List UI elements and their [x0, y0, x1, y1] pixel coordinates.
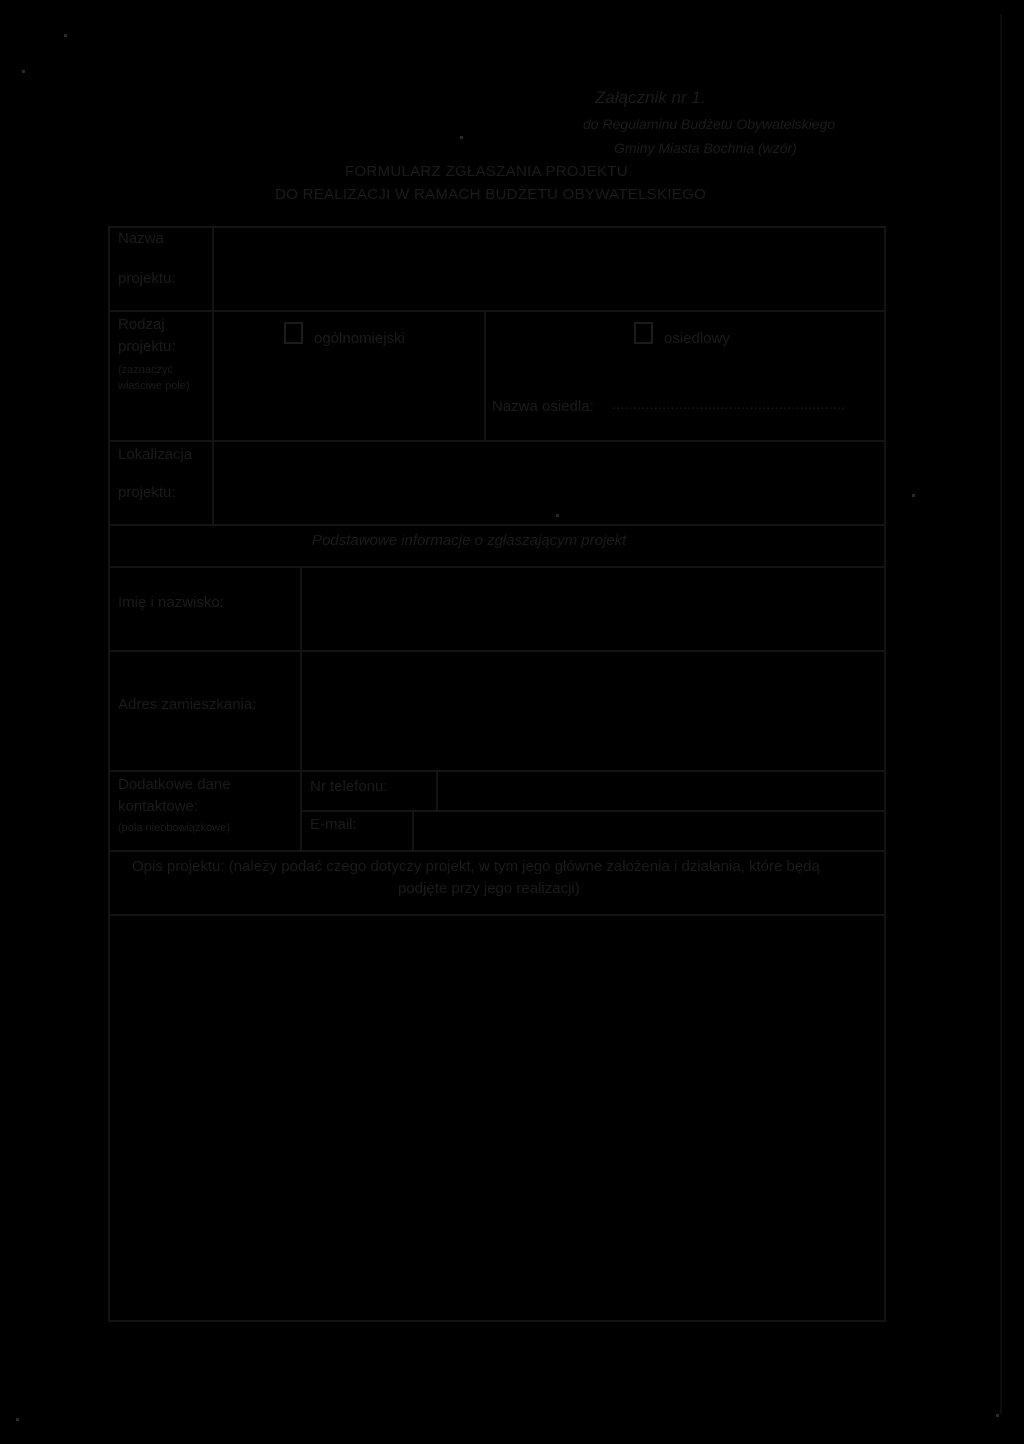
project-type-label-line2: projektu: — [118, 338, 176, 355]
email-field[interactable] — [416, 814, 880, 846]
checkbox-city-wide[interactable] — [284, 322, 303, 344]
project-location-label-line2: projektu: — [118, 484, 176, 501]
scan-speck — [64, 34, 67, 37]
row-divider-full-name — [108, 650, 886, 652]
col-divider-type-options — [484, 310, 486, 440]
row-divider-description — [108, 914, 886, 916]
description-label-line1: Opis projektu: (należy podać czego dotyczy projekt, w tym jego główne założenia i działania, które będą — [132, 858, 820, 875]
col-divider-phone — [436, 770, 438, 810]
scan-speck — [16, 1418, 19, 1421]
col-divider-applicant-labels — [300, 566, 302, 850]
description-label-line2: podjęte przy jego realizacji) — [398, 880, 580, 897]
project-type-label-line1: Rodzaj — [118, 316, 165, 333]
district-name-field[interactable]: ........................................................ — [612, 396, 846, 413]
district-name-label: Nazwa osiedla: — [492, 398, 594, 415]
table-right-border — [884, 226, 886, 1322]
applicant-address-label: Adres zamieszkania: — [118, 696, 257, 713]
project-name-label-line1: Nazwa — [118, 230, 164, 247]
scan-speck — [912, 494, 915, 497]
scan-speck — [460, 136, 463, 139]
project-location-label-line1: Lokalizacja — [118, 446, 193, 463]
row-divider-type — [108, 440, 886, 442]
scan-speck — [996, 1414, 999, 1417]
col-divider-top-labels — [212, 226, 214, 524]
row-divider-phone — [300, 810, 886, 812]
form-title-line1: FORMULARZ ZGŁASZANIA PROJEKTU — [345, 163, 628, 180]
email-label: E-mail: — [310, 816, 357, 833]
annex-subtitle-line1: do Regulaminu Budżetu Obywatelskiego — [583, 116, 836, 132]
row-divider-name — [108, 310, 886, 312]
annex-title: Załącznik nr 1. — [595, 88, 706, 107]
project-location-field[interactable] — [216, 444, 880, 520]
project-type-hint-line2: właściwe pole) — [118, 380, 190, 392]
applicant-contact-label-line1: Dodatkowe dane — [118, 776, 231, 793]
checkbox-district[interactable] — [634, 322, 653, 344]
row-divider-contact — [108, 850, 886, 852]
option-city-wide-label: ogólnomiejski — [314, 330, 405, 347]
row-divider-address — [108, 770, 886, 772]
col-divider-email — [412, 810, 414, 850]
scan-speck — [22, 70, 25, 73]
applicant-contact-hint: (pola nieobowiązkowe) — [118, 822, 230, 834]
project-name-label-line2: projektu: — [118, 270, 176, 287]
row-divider-location — [108, 524, 886, 526]
scan-speck — [556, 514, 559, 517]
applicant-contact-label-line2: kontaktowe: — [118, 798, 199, 815]
project-type-hint-line1: (zaznaczyć — [118, 364, 174, 376]
project-name-field[interactable] — [216, 230, 880, 306]
table-left-border — [108, 226, 110, 1322]
applicant-full-name-label: Imię i nazwisko: — [118, 594, 224, 611]
scan-edge-mark — [1000, 14, 1002, 1414]
row-divider-section-title — [108, 566, 886, 568]
table-top-border — [108, 226, 886, 228]
annex-subtitle-line2: Gminy Miasta Bochnia (wzór) — [614, 140, 797, 156]
form-title-line2: DO REALIZACJI W RAMACH BUDŻETU OBYWATELSKIEGO — [275, 186, 707, 203]
applicant-full-name-field[interactable] — [304, 570, 880, 646]
table-bottom-border — [108, 1320, 886, 1322]
description-field[interactable] — [112, 918, 880, 1316]
phone-field[interactable] — [440, 774, 880, 806]
applicant-section-title: Podstawowe informacje o zgłaszającym projekt — [312, 532, 627, 549]
phone-label: Nr telefonu: — [310, 778, 388, 795]
option-district-label: osiedlowy — [664, 330, 730, 347]
applicant-address-field[interactable] — [304, 654, 880, 766]
